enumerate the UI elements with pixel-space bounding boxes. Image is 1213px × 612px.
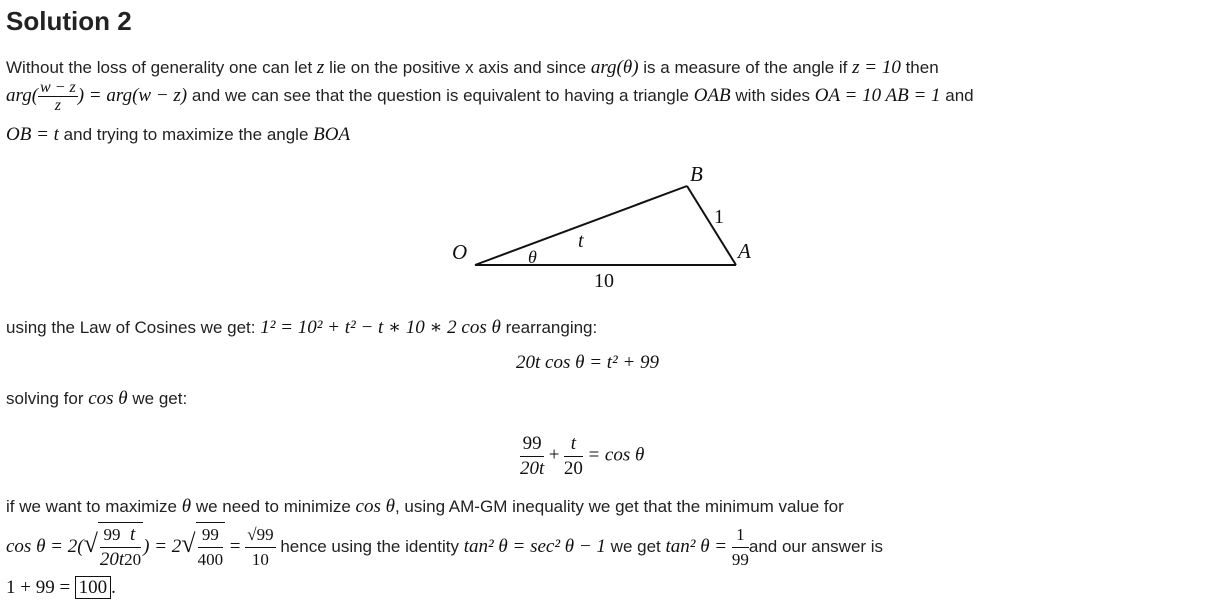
sides-OA-AB: OA = 10 AB = 1 xyxy=(814,84,941,106)
cos-theta-2: cos θ xyxy=(355,496,395,517)
fraction-99-over-20t xyxy=(520,432,544,481)
side-AB xyxy=(687,186,736,265)
para1-text-e: and we can see that the question is equivalent to having a triangle xyxy=(191,85,689,105)
arg-open: arg( xyxy=(6,84,39,106)
solution-heading: Solution 2 xyxy=(6,6,132,36)
para2-text-a: using the Law of Cosines we get: xyxy=(6,318,256,337)
frac-99-over-20t xyxy=(100,523,124,572)
w-minus-z-over-z xyxy=(38,79,78,114)
frac-99-over-400 xyxy=(198,523,224,572)
radical-icon: √ xyxy=(83,528,98,558)
para1-text-c: is a measure of the angle if xyxy=(643,58,848,77)
para1-line2 xyxy=(6,79,974,114)
sqrt-term-2 xyxy=(196,522,226,572)
eq3-n1: 99 xyxy=(520,432,544,457)
side-1-label: 1 xyxy=(714,206,724,228)
line5-mid: ) = 2 xyxy=(143,535,182,557)
vertex-A-label: A xyxy=(738,239,751,263)
frac-1-over-99 xyxy=(732,523,749,572)
angle-BOA: BOA xyxy=(313,124,351,145)
fraction-t-over-20 xyxy=(564,432,583,481)
f3d: 10 xyxy=(251,550,269,569)
f4n: 1 xyxy=(732,523,749,548)
para3-text-b: we get: xyxy=(132,389,188,408)
para1-line1 xyxy=(6,57,939,79)
line5-text-a: hence using the identity xyxy=(280,536,459,556)
law-of-cosines-eq: 1² = 10² + t² − t ∗ 10 ∗ 2 cos θ xyxy=(260,317,501,338)
eq3-rhs: = cos θ xyxy=(587,444,645,466)
cos-theta: cos θ xyxy=(88,388,128,409)
para2-text-b: rearranging: xyxy=(505,318,598,337)
vertex-O-label: O xyxy=(452,240,468,264)
frac-den: z xyxy=(54,97,61,114)
sum-expression: 1 + 99 = xyxy=(6,577,71,598)
tan2-equals: tan² θ = xyxy=(665,535,728,557)
frac-num: w − z xyxy=(40,79,76,96)
radical-icon-2: √ xyxy=(181,528,196,558)
para4-text-a: if we want to maximize xyxy=(6,497,177,516)
r1d2: 20 xyxy=(124,550,142,569)
para3-text-a: solving for xyxy=(6,389,84,408)
para1-text-f: with sides xyxy=(735,85,811,105)
frac-sqrt99-over-10 xyxy=(245,523,275,572)
vertex-B-label: B xyxy=(690,162,703,186)
eq3-plus: + xyxy=(548,444,560,466)
side-OB xyxy=(475,186,687,265)
eq3-d1: 20t xyxy=(520,458,545,479)
line5-text-c: and our answer is xyxy=(748,536,884,556)
tan-sec-identity: tan² θ = sec² θ − 1 xyxy=(463,535,606,557)
triangle-OAB: OAB xyxy=(693,84,731,106)
sqrt-term-1 xyxy=(98,522,143,572)
para1-line3 xyxy=(6,124,350,146)
line5-text-b: we get xyxy=(610,536,661,556)
arg-rest: ) = arg(w − z) xyxy=(77,84,188,106)
para1-text-g: and xyxy=(945,85,974,105)
cos-theta-equation xyxy=(520,432,644,481)
am-gm-line xyxy=(6,522,883,572)
para4-text-b: we need to minimize xyxy=(195,497,351,516)
f3n: √99 xyxy=(245,523,275,548)
para3 xyxy=(6,388,187,410)
var-z: z xyxy=(316,57,325,78)
side-10-label: 10 xyxy=(594,270,614,292)
side-t-label: t xyxy=(578,230,584,252)
triangle-figure xyxy=(440,155,780,300)
boxed-answer: 100 xyxy=(75,576,112,599)
para2 xyxy=(6,317,597,339)
rearranged-equation: 20t cos θ = t² + 99 xyxy=(516,352,660,373)
frac-t-over-20 xyxy=(124,523,141,572)
answer-line xyxy=(6,577,116,599)
r2n: 99 xyxy=(198,523,224,548)
para1-text-d: then xyxy=(905,58,939,77)
line5-eq: = xyxy=(229,535,241,557)
para1-text-a: Without the loss of generality one can let xyxy=(6,58,313,77)
para4 xyxy=(6,496,844,518)
para1-text-b: lie on the positive x axis and since xyxy=(329,58,587,77)
r1d: 20t xyxy=(99,549,125,570)
theta: θ xyxy=(181,496,192,517)
r2d: 400 xyxy=(197,550,224,569)
answer-period: . xyxy=(111,577,116,598)
r1n2: t xyxy=(124,523,141,548)
eq3-n2: t xyxy=(564,432,583,457)
arg-theta: arg(θ) xyxy=(590,57,639,78)
r1n: 99 xyxy=(100,523,124,548)
para4-text-c: , using AM-GM inequality we get that the minimum value for xyxy=(394,497,844,516)
z-equals-10: z = 10 xyxy=(852,57,901,78)
angle-theta-label: θ xyxy=(528,247,537,267)
para1-text-h: and trying to maximize the angle xyxy=(63,125,309,144)
line5-lhs: cos θ = 2( xyxy=(6,535,84,557)
eq3-d2: 20 xyxy=(563,458,583,479)
f4d: 99 xyxy=(731,550,749,569)
OB-equals-t: OB = t xyxy=(6,124,59,145)
